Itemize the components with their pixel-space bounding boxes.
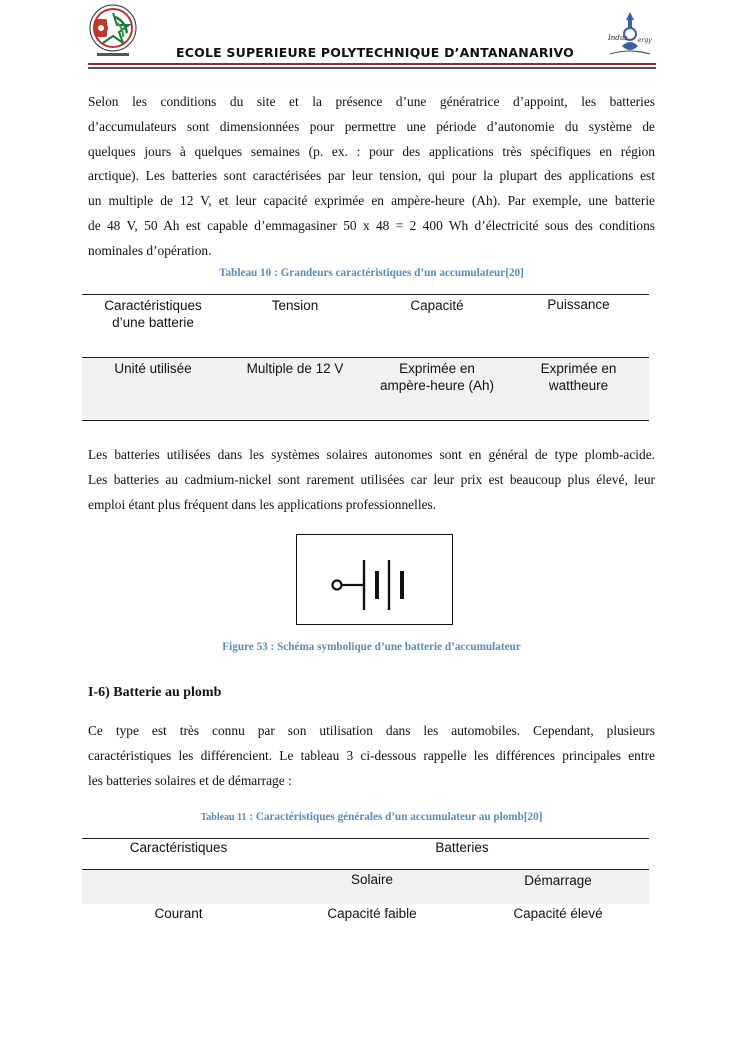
table11-row-courant: Courant bbox=[154, 906, 203, 921]
section-title: I-6) Batterie au plomb bbox=[88, 685, 222, 700]
svg-text:Indus: Indus bbox=[608, 34, 628, 42]
paragraph-batterie-plomb: Ce type est très connu par son utilisation dans les automobiles. Cependant, plusieurs caractéristiques les différencient. Le tableau 3 ci-dessous rappelle les différences principales entre les batteries solaires et de démarrage : bbox=[88, 723, 655, 788]
table10-header-tension: Tension bbox=[271, 298, 319, 313]
table11-sub-solaire: Solaire bbox=[350, 872, 394, 887]
table11-header-batteries: Batteries bbox=[435, 840, 489, 855]
table10-header-capacite: Capacité bbox=[410, 298, 464, 313]
department-logo bbox=[604, 8, 656, 62]
battery-symbol-icon bbox=[297, 535, 452, 624]
figure53-caption: Figure 53 : Schéma symbolique d’une batterie d’accumulateur bbox=[222, 641, 521, 653]
table10-cell-tension: Multiple de 12 V bbox=[246, 361, 344, 376]
table10-header-puissance: Puissance bbox=[547, 297, 610, 312]
table10-caption: Tableau 10 : Grandeurs caractéristiques d’un accumulateur[20] bbox=[219, 267, 524, 279]
table11-sub-demarrage: Démarrage bbox=[524, 873, 592, 888]
table11-caption: Tableau 11 : Caractéristiques générales d’un accumulateur au plomb[20] bbox=[200, 811, 543, 823]
school-title: ECOLE SUPERIEURE POLYTECHNIQUE D’ANTANANARIVO bbox=[176, 45, 574, 60]
school-emblem-logo bbox=[87, 3, 139, 59]
paragraph-plomb-acide: Les batteries utilisées dans les systèmes solaires autonomes sont en général de type plomb-acide. Les batteries au cadmium-nickel sont rarement utilisées car leur prix est beaucoup plus élevé, leur emploi étant plus fréquent dans les applications professionnelles. bbox=[88, 447, 655, 512]
table11-cell-solaire: Capacité faible bbox=[327, 906, 417, 921]
table10-header-caracteristiques: Caractéristiques d’une batterie bbox=[104, 298, 202, 330]
paragraph-autonomy: Selon les conditions du site et la présence d’une génératrice d’appoint, les batteries d’accumulateurs sont dimensionnées pour permettre une période d’autonomie du système de quelques jours à quelques semaines (p. ex. : pour des applications très spécifiques en région arctique). Les batteries sont caractérisées par leur tension, qui pour la plupart des applications est un multiple de 12 V, et leur capacité exprimée en ampère-heure (Ah). Par exemple, une batterie de 48 V, 50 Ah est capable d’emmagasiner 50 x 48 = 2 400 Wh d’électricité sous des conditions nominales d’opération. bbox=[88, 94, 655, 258]
table10-cell-unite: Unité utilisée bbox=[114, 361, 192, 376]
table10-cell-puissance: Exprimée en wattheure bbox=[540, 361, 617, 393]
battery-figure bbox=[296, 534, 453, 625]
table11-header-caracteristiques: Caractéristiques bbox=[129, 840, 228, 855]
table11-cell-demarrage: Capacité élevé bbox=[513, 906, 603, 921]
header-rule-grey bbox=[88, 67, 656, 70]
table10-cell-capacite: Exprimée en ampère-heure (Ah) bbox=[379, 361, 495, 393]
header-rule-red bbox=[88, 63, 656, 65]
svg-text:ergy: ergy bbox=[638, 37, 652, 44]
